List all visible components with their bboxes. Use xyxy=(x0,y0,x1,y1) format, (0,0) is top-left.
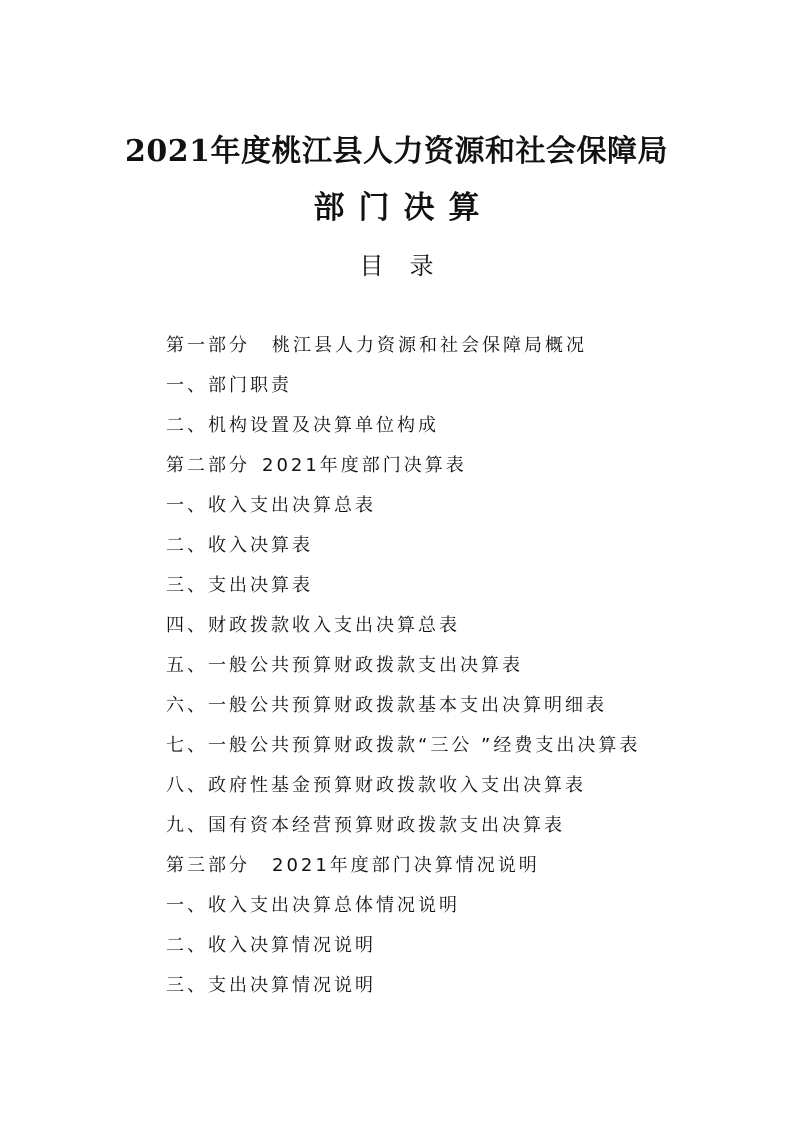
toc-item: 三、支出决算情况说明 xyxy=(166,975,376,996)
toc-part-label: 第二部分 xyxy=(166,455,250,476)
toc-part-label: 第一部分 xyxy=(166,335,250,356)
toc-item: 二、机构设置及决算单位构成 xyxy=(166,415,439,436)
toc-item: 一、收入支出决算总表 xyxy=(166,495,376,516)
toc-item: 八、政府性基金预算财政拨款收入支出决算表 xyxy=(166,775,586,796)
toc-part-title: 2021年度部门决算情况说明 xyxy=(272,855,540,876)
toc-item: 一、部门职责 xyxy=(166,375,292,396)
toc-part-label: 第三部分 xyxy=(166,855,250,876)
toc-item: 四、财政拨款收入支出决算总表 xyxy=(166,615,460,636)
toc-part-heading xyxy=(166,446,726,486)
table-of-contents xyxy=(166,326,726,1006)
toc-item: 六、一般公共预算财政拨款基本支出决算明细表 xyxy=(166,695,607,716)
toc-item: 一、收入支出决算总体情况说明 xyxy=(166,895,460,916)
toc-item: 二、收入决算情况说明 xyxy=(166,935,376,956)
document-title: 2021年度桃江县人力资源和社会保障局 xyxy=(125,134,668,169)
toc-item: 九、国有资本经营预算财政拨款支出决算表 xyxy=(166,815,565,836)
toc-item: 三、支出决算表 xyxy=(166,575,313,596)
document-subtitle: 部门决算 xyxy=(313,190,494,226)
toc-item: 二、收入决算表 xyxy=(166,535,313,556)
toc-item: 七、一般公共预算财政拨款“三公 ”经费支出决算表 xyxy=(166,735,641,756)
toc-item: 五、一般公共预算财政拨款支出决算表 xyxy=(166,655,523,676)
toc-part-title: 桃江县人力资源和社会保障局概况 xyxy=(272,335,587,356)
toc-part-heading xyxy=(166,846,726,886)
toc-part-title: 2021年度部门决算表 xyxy=(262,455,467,476)
toc-heading: 目录 xyxy=(359,252,460,280)
toc-part-heading xyxy=(166,326,726,366)
